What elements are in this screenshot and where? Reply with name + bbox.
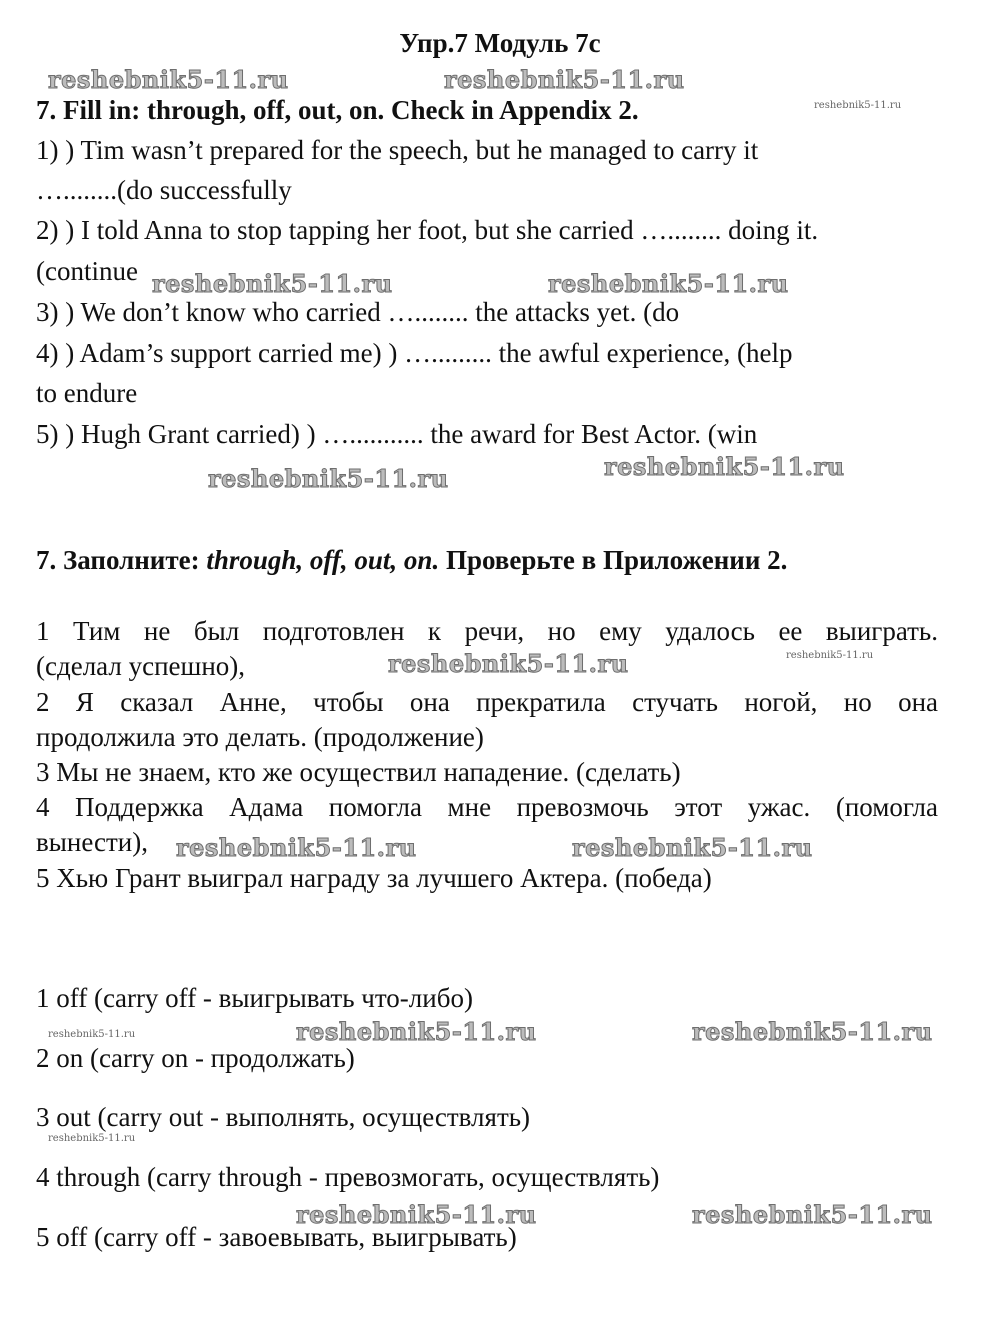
exercise-line: …........(do successfully xyxy=(36,175,292,205)
watermark: reshebnik5-11.ru xyxy=(388,649,629,678)
watermark: reshebnik5-11.ru xyxy=(208,464,449,493)
translation-line: продолжила это делать. (продолжение) xyxy=(36,722,484,752)
answer-line: 3 out (carry out - выполнять, осуществлять) xyxy=(36,1102,531,1132)
exercise-line: to endure xyxy=(36,378,138,408)
watermark: reshebnik5-11.ru xyxy=(296,1200,537,1229)
translation-line: 2 Я сказал Анне, чтобы она прекратила стучать ногой, но она xyxy=(36,687,938,717)
answer-line: 2 on (carry on - продолжать) xyxy=(36,1043,355,1073)
exercise-line: 4) ) Adam’s support carried me) ) …......... the awful experience, (help xyxy=(36,338,793,368)
watermark-small: reshebnik5-11.ru xyxy=(48,1029,136,1040)
translation-line: 3 Мы не знаем, кто же осуществил нападение. (сделать) xyxy=(36,757,681,787)
watermark: reshebnik5-11.ru xyxy=(548,269,789,298)
watermark: reshebnik5-11.ru xyxy=(176,833,417,862)
heading-words: through, off, out, on. xyxy=(206,545,440,575)
exercise-line: 2) ) I told Anna to stop tapping her foot, but she carried …........ doing it. xyxy=(36,215,819,245)
watermark: reshebnik5-11.ru xyxy=(48,65,289,94)
answer-line: 1 off (carry off - выигрывать что-либо) xyxy=(36,983,473,1013)
exercise-line: 5) ) Hugh Grant carried) ) …........... the award for Best Actor. (win xyxy=(36,419,758,449)
watermark-small: reshebnik5-11.ru xyxy=(786,650,874,661)
watermark: reshebnik5-11.ru xyxy=(692,1017,933,1046)
watermark: reshebnik5-11.ru xyxy=(152,269,393,298)
answer-line: 4 through (carry through - превозмогать, осуществлять) xyxy=(36,1162,660,1192)
answer-line: 5 off (carry off - завоевывать, выигрывать) xyxy=(36,1222,517,1252)
exercise-line: (continue xyxy=(36,256,138,286)
translation-line: вынести), xyxy=(36,827,148,857)
translation-line: 5 Хью Грант выиграл награду за лучшего Актера. (победа) xyxy=(36,863,712,893)
translation-line: 4 Поддержка Адама помогла мне превозмочь этот ужас. (помогла xyxy=(36,792,938,822)
watermark: reshebnik5-11.ru xyxy=(604,452,845,481)
exercise-line: 1) ) Tim wasn’t prepared for the speech, but he managed to carry it xyxy=(36,135,759,165)
watermark-small: reshebnik5-11.ru xyxy=(48,1133,136,1144)
page-title: Упр.7 Модуль 7c xyxy=(399,28,601,58)
heading-prefix: 7. Заполните: xyxy=(36,545,207,575)
exercise-heading-en: 7. Fill in: through, off, out, on. Check in Appendix 2. xyxy=(36,95,639,125)
heading-suffix: Проверьте в Приложении 2. xyxy=(439,545,788,575)
exercise-heading-ru xyxy=(36,543,787,577)
translation-line: (сделал успешно), xyxy=(36,651,246,681)
exercise-line: 3) ) We don’t know who carried …........ the attacks yet. (do xyxy=(36,297,680,327)
watermark: reshebnik5-11.ru xyxy=(572,833,813,862)
watermark-small: reshebnik5-11.ru xyxy=(814,100,902,111)
watermark: reshebnik5-11.ru xyxy=(692,1200,933,1229)
watermark: reshebnik5-11.ru xyxy=(296,1017,537,1046)
watermark: reshebnik5-11.ru xyxy=(444,65,685,94)
translation-line: 1 Тим не был подготовлен к речи, но ему удалось ее выиграть. xyxy=(36,616,938,646)
